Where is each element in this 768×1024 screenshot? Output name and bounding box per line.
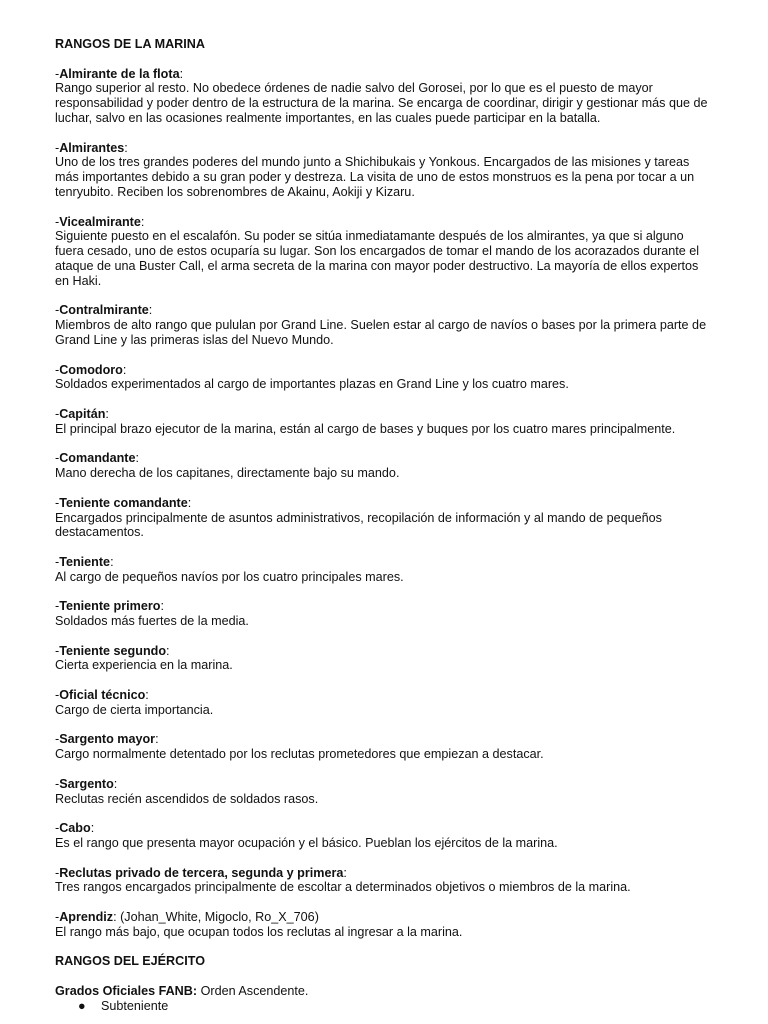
rank-suffix: : [124, 140, 128, 155]
section-heading-ejercito: RANGOS DEL EJÉRCITO [55, 954, 205, 969]
rank-suffix: : [140, 214, 145, 229]
rank-term: Almirante de la flota [59, 66, 180, 81]
rank-entry [55, 866, 715, 896]
rank-list-marina [55, 67, 715, 940]
rank-entry [55, 215, 715, 289]
list-item-label: Subteniente [101, 998, 169, 1013]
rank-title-line [55, 644, 715, 659]
rank-entry [55, 363, 715, 393]
rank-entry [55, 732, 715, 762]
rank-description: Rango superior al resto. No obedece órdenes de nadie salvo del Gorosei, por lo que es el puesto de mayor responsabilidad y poder dentro de la estructura de la marina. Se encarga de coordinar, dirigir y gestionar más que de luchar, salvo en las ocasiones realmente importantes, en las cuales puede participar en la batalla. [55, 81, 708, 125]
rank-term: Sargento [59, 776, 114, 791]
rank-term: Reclutas privado de tercera, segunda y primera [59, 865, 344, 880]
rank-entry [55, 496, 715, 540]
rank-description: Mano derecha de los capitanes, directamente bajo su mando. [55, 466, 400, 481]
section-heading-marina: RANGOS DE LA MARINA [55, 37, 205, 51]
rank-dash: - [55, 495, 60, 510]
rank-suffix: : [90, 821, 95, 836]
rank-term: Capitán [59, 406, 106, 421]
rank-dash: - [55, 732, 60, 747]
rank-description: Miembros de alto rango que pululan por Grand Line. Suelen estar al cargo de navíos o bases por la primera parte de Grand Line y las primeras islas del Nuevo Mundo. [55, 318, 707, 347]
rank-title-line [55, 451, 715, 466]
rank-dash: - [55, 599, 60, 614]
rank-title-line [55, 303, 715, 318]
rank-description: El principal brazo ejecutor de la marina, están al cargo de bases y buques por los cuatro mares principalmente. [55, 421, 676, 436]
rank-suffix: : [122, 362, 127, 377]
rank-description: Reclutas recién ascendidos de soldados rasos. [55, 791, 319, 806]
rank-title-line [55, 407, 715, 422]
rank-term: Teniente [59, 554, 111, 569]
rank-suffix: : (Johan_White, Migoclo, Ro_X_706) [113, 910, 319, 925]
rank-entry [55, 821, 715, 851]
rank-description: Soldados más fuertes de la media. [55, 614, 249, 629]
rank-term: Vicealmirante [59, 214, 141, 229]
rank-term: Teniente segundo [59, 643, 167, 658]
rank-suffix: : [113, 776, 118, 791]
rank-term: Sargento mayor [59, 732, 156, 747]
rank-description: Al cargo de pequeños navíos por los cuatro principales mares. [55, 569, 404, 584]
fanb-text: Orden Ascendente. [197, 984, 309, 998]
rank-title-line [55, 67, 715, 82]
rank-dash: - [55, 688, 60, 703]
rank-description: Soldados experimentados al cargo de importantes plazas en Grand Line y los cuatro mares. [55, 377, 569, 392]
rank-title-line [55, 910, 715, 925]
fanb-rank-list [55, 999, 715, 1014]
rank-dash: - [55, 303, 60, 318]
rank-dash: - [55, 643, 60, 658]
rank-title-line [55, 141, 715, 156]
rank-title-line [55, 866, 715, 881]
rank-entry [55, 777, 715, 807]
rank-dash: - [55, 821, 60, 836]
rank-entry [55, 407, 715, 437]
rank-term: Comandante [59, 451, 136, 466]
rank-suffix: : [187, 495, 192, 510]
rank-term: Cabo [59, 821, 91, 836]
rank-term: Comodoro [59, 362, 123, 377]
rank-dash: - [55, 406, 60, 421]
rank-title-line [55, 496, 715, 511]
rank-dash: - [55, 776, 60, 791]
rank-suffix: : [166, 643, 170, 658]
rank-description: Uno de los tres grandes poderes del mundo junto a Shichibukais y Yonkous. Encargados de las misiones y tareas más importantes debido a su gran poder y destreza. La visita de uno de estos monstruos es la pena por tocar a un tenryubito. Reciben los sobrenombres de Akainu, Aokiji y Kizaru. [55, 155, 695, 199]
rank-suffix: : [105, 406, 109, 421]
rank-description: Cierta experiencia en la marina. [55, 658, 233, 673]
rank-description: Es el rango que presenta mayor ocupación y el básico. Pueblan los ejércitos de la marina. [55, 836, 558, 851]
rank-title-line [55, 599, 715, 614]
rank-description: El rango más bajo, que ocupan todos los reclutas al ingresar a la marina. [55, 924, 463, 939]
rank-entry [55, 451, 715, 481]
rank-suffix: : [179, 66, 184, 81]
rank-suffix: : [155, 732, 159, 747]
rank-entry [55, 141, 715, 200]
rank-term: Almirantes [59, 140, 125, 155]
rank-dash: - [55, 214, 60, 229]
rank-term: Contralmirante [59, 303, 149, 318]
document-page [55, 37, 715, 1014]
rank-entry [55, 644, 715, 674]
rank-entry [55, 67, 715, 126]
fanb-line [55, 984, 715, 999]
rank-term: Teniente comandante [59, 495, 188, 510]
rank-term: Teniente primero [59, 599, 161, 614]
bullet-icon: ● [78, 998, 86, 1013]
rank-description: Tres rangos encargados principalmente de escoltar a determinados objetivos o miembros de la marina. [55, 880, 631, 895]
rank-title-line [55, 555, 715, 570]
rank-suffix: : [145, 688, 149, 703]
rank-description: Cargo de cierta importancia. [55, 702, 214, 717]
rank-dash: - [55, 140, 60, 155]
rank-entry [55, 688, 715, 718]
rank-term: Oficial técnico [59, 688, 146, 703]
list-item [78, 999, 715, 1014]
rank-dash: - [55, 554, 60, 569]
rank-suffix: : [160, 599, 164, 614]
rank-description: Encargados principalmente de asuntos administrativos, recopilación de información y al mando de pequeños destacamentos. [55, 510, 662, 540]
rank-title-line [55, 363, 715, 378]
rank-term: Aprendiz [59, 910, 114, 925]
rank-title-line [55, 821, 715, 836]
rank-dash: - [55, 910, 60, 925]
rank-entry [55, 599, 715, 629]
rank-title-line [55, 215, 715, 230]
rank-title-line [55, 732, 715, 747]
rank-description: Siguiente puesto en el escalafón. Su poder se sitúa inmediatamante después de los almirantes, ya que si alguno fuera cesado, uno de estos ocuparía su lugar. Son los encargados de tomar el mando de los acorazados durante el ataque de una Buster Call, el arma secreta de la marina con mayor poder destructivo. La mayoría de ellos expertos en Haki. [55, 229, 700, 288]
rank-dash: - [55, 66, 60, 81]
rank-suffix: : [135, 451, 139, 466]
rank-dash: - [55, 865, 60, 880]
rank-entry [55, 303, 715, 347]
rank-description: Cargo normalmente detentado por los reclutas prometedores que empiezan a destacar. [55, 747, 544, 762]
rank-dash: - [55, 451, 60, 466]
fanb-label: Grados Oficiales FANB: [55, 984, 198, 998]
rank-title-line [55, 777, 715, 792]
rank-entry [55, 555, 715, 585]
rank-suffix: : [148, 303, 153, 318]
rank-suffix: : [110, 554, 114, 569]
rank-dash: - [55, 362, 60, 377]
rank-suffix: : [343, 865, 347, 880]
rank-title-line [55, 688, 715, 703]
rank-entry [55, 910, 715, 940]
